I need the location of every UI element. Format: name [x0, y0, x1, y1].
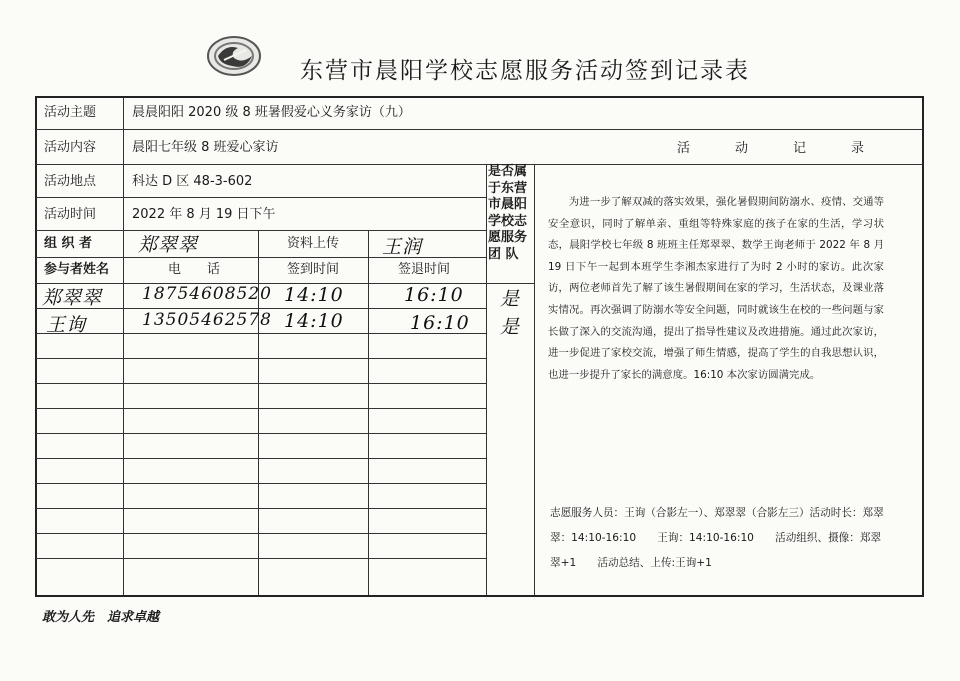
location-label: 活动地点 [44, 174, 97, 189]
time-label: 活动时间 [44, 207, 97, 222]
team-question: 是否属于东营市晨阳学校志愿服务团 队 [488, 164, 528, 262]
participant-signout: 16:10 [410, 312, 470, 334]
participant-name: 郑翠翠 [42, 287, 103, 309]
theme-value: 晨晨阳阳 2020 级 8 班暑假爱心义务家访（九） [132, 105, 411, 120]
participant-member: 是 [500, 316, 521, 338]
record-body: 为进一步了解双减的落实效果，强化暑假期间防溺水、疫情、交通等安全意识，同时了解单亲、重组等特殊家庭的孩子在家的生活，学习状态，晨阳学校七年级 8 班班主任郑翠翠、数学王询老师于 2022 年 8 月 19 日下午一起到本班学生李湘杰家进行了为时 2 小时的家访。此次家访，两位老师首先了解了该生暑假期间在家的学习，生活状态，及课业落实情况。再次强调了防溺水等安全问题，同时就该生在校的一些问题与家长做了深入的交流沟通，提出了指导性建议及改进措施。通过此次家访，进一步促进了家校交流，增强了师生情感，提高了学生的自我思想认识，也进一步提升了家长的满意度。16:10 本次家访圆满完成。 [548, 196, 884, 381]
participant-signin: 14:10 [284, 284, 344, 306]
record-heading: 活 动 记 录 [677, 141, 881, 156]
participant-name: 王询 [46, 314, 87, 336]
volunteer-summary: 志愿服务人员：王询（合影左一）、郑翠翠（合影左三）活动时长：郑翠翠：14:10-16:10 王询：14:10-16:10 活动组织、摄像：郑翠翠+1 活动总结、上传:王询+1 [550, 507, 884, 569]
content-value: 晨阳七年级 8 班爱心家访 [132, 140, 279, 155]
time-value: 2022 年 8 月 19 日下午 [132, 207, 276, 222]
signin-label: 签到时间 [287, 262, 340, 277]
location-value: 科达 D 区 48-3-602 [132, 174, 253, 189]
theme-label: 活动主题 [44, 105, 97, 120]
school-motto: 敢为人先 追求卓越 [42, 610, 160, 625]
phone-label: 电 话 [168, 262, 221, 277]
participant-signout: 16:10 [404, 284, 464, 306]
participant-member: 是 [500, 288, 521, 310]
upload-signature: 王润 [382, 236, 423, 258]
signout-label: 签退时间 [398, 262, 451, 277]
content-label: 活动内容 [44, 140, 97, 155]
participant-phone: 13505462578 [142, 310, 272, 330]
participant-signin: 14:10 [284, 310, 344, 332]
form-title: 东营市晨阳学校志愿服务活动签到记录表 [300, 58, 750, 84]
organizer-label: 组 织 者 [44, 236, 93, 251]
school-logo [206, 34, 262, 78]
organizer-signature: 郑翠翠 [138, 234, 199, 256]
participant-phone: 18754608520 [142, 284, 272, 304]
upload-label: 资料上传 [287, 236, 340, 251]
participant-label: 参与者姓名 [44, 262, 110, 277]
